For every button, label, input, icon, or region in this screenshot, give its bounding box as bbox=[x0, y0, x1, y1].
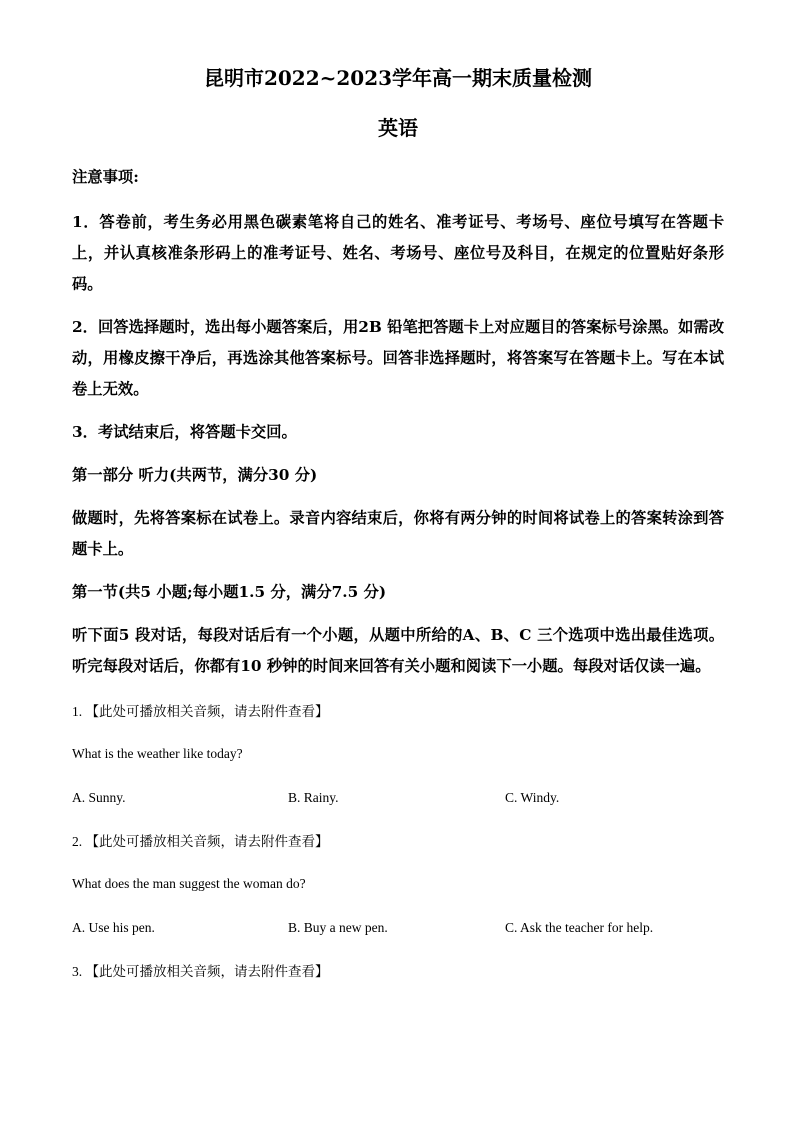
question-1-text: What is the weather like today? bbox=[72, 746, 243, 761]
option-a: A. Sunny. bbox=[72, 790, 126, 805]
exam-title: 昆明市2022~2023学年高一期末质量检测 bbox=[203, 66, 593, 90]
notice-heading: 注意事项: bbox=[72, 168, 139, 186]
question-2-text: What does the man suggest the woman do? bbox=[72, 876, 306, 891]
question-2-options bbox=[72, 918, 724, 938]
question-1-number[interactable]: 1. 【此处可播放相关音频，请去附件查看】 bbox=[72, 704, 329, 719]
option-b: B. Rainy. bbox=[288, 790, 339, 805]
option-c: C. Windy. bbox=[505, 790, 560, 805]
option-b: B. Buy a new pen. bbox=[288, 920, 388, 935]
question-1 bbox=[72, 702, 724, 808]
option-a: A. Use his pen. bbox=[72, 920, 155, 935]
question-1-options bbox=[72, 788, 724, 808]
subject-title: 英语 bbox=[378, 116, 418, 140]
notice-item-3: 3．考试结束后，将答题卡交回。 bbox=[72, 423, 297, 441]
notice-item-2: 2．回答选择题时，选出每小题答案后，用2B 铅笔把答题卡上对应题目的答案标号涂黑。如需改动，用橡皮擦干净后，再选涂其他答案标号。回答非选择题时，将答案写在答题卡上。写在本试卷上无效。 bbox=[72, 318, 724, 398]
notice-item-1: 1．答卷前，考生务必用黑色碳素笔将自己的姓名、准考证号、考场号、座位号填写在答题卡上，并认真核准条形码上的准考证号、姓名、考场号、座位号及科目，在规定的位置贴好条形码。 bbox=[72, 213, 724, 293]
option-c: C. Ask the teacher for help. bbox=[505, 920, 654, 935]
question-2 bbox=[72, 832, 724, 938]
part1-instruction: 做题时，先将答案标在试卷上。录音内容结束后，你将有两分钟的时间将试卷上的答案转涂到答题卡上。 bbox=[72, 509, 724, 558]
section1-instruction: 听下面5 段对话，每段对话后有一个小题，从题中所给的A、B、C 三个选项中选出最佳选项。听完每段对话后，你都有10 秒钟的时间来回答有关小题和阅读下一小题。每段对话仅读一遍。 bbox=[72, 626, 724, 675]
section1-heading: 第一节(共5 小题;每小题1.5 分，满分7.5 分) bbox=[72, 583, 387, 601]
part1-heading: 第一部分 听力(共两节，满分30 分) bbox=[72, 466, 318, 484]
question-2-number[interactable]: 2. 【此处可播放相关音频，请去附件查看】 bbox=[72, 834, 329, 849]
question-3 bbox=[72, 962, 724, 982]
exam-page bbox=[72, 62, 724, 982]
question-3-number[interactable]: 3. 【此处可播放相关音频，请去附件查看】 bbox=[72, 964, 329, 979]
